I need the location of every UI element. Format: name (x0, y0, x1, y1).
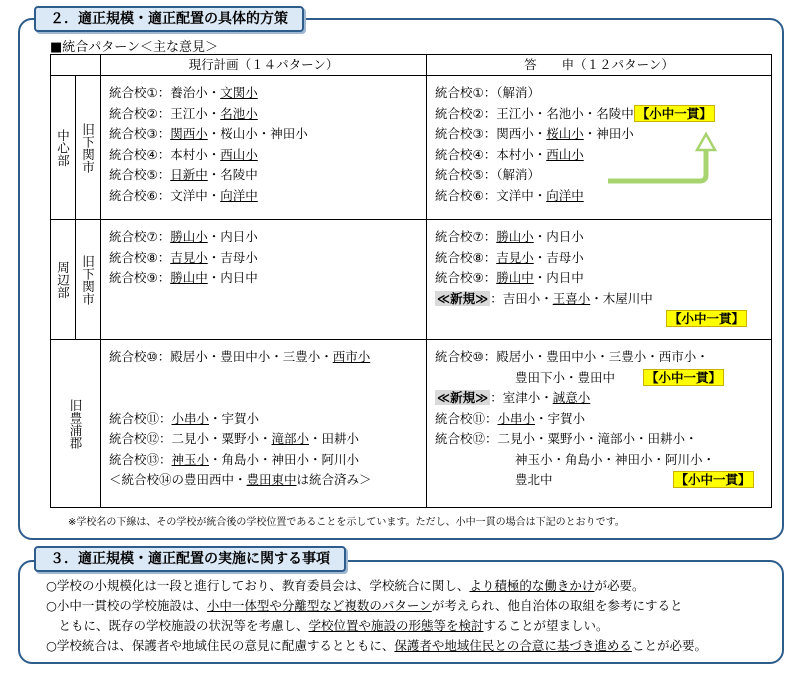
region2-name: 周辺部 (55, 260, 71, 299)
answer3-text: 統合校⑪： (435, 410, 498, 426)
current1-text: 統合校②：王江小・ (109, 105, 221, 121)
col-answer-header: 答 申（１２パターン） (427, 55, 772, 76)
current1-text: 統合校④：本村小・ (109, 146, 221, 162)
answer2-school: 勝山中 (496, 270, 534, 285)
current3-text: ＜統合校⑭の豊田西中・ (109, 472, 247, 487)
answer3-text: ・宇賀小 (535, 410, 586, 426)
current3-line (109, 347, 420, 368)
answer1-text: 統合校⑥：文洋中・ (435, 187, 547, 203)
item-text: ○学校の小規模化は一段と進行しており、教育委員会は、学校統合に関し、 (46, 578, 470, 593)
current2-line (109, 227, 420, 248)
region1-name-cell (51, 76, 76, 220)
item-emph: 小中一体型や分離型など複数のパターン (206, 598, 432, 613)
ikkan-badge: 【小中一貫】 (673, 471, 754, 488)
item-emph: より積極的な働きかけ (469, 578, 595, 593)
current1-line (109, 165, 420, 186)
region1-sub: 旧下関市 (80, 122, 96, 173)
current2-line (109, 248, 420, 269)
answer3-line: 統合校⑫：二見小・粟野小・滝部小・田耕小・ (435, 431, 698, 446)
answer3-text: 豊北中 (515, 472, 553, 487)
answer3-cell (427, 340, 772, 508)
answer2-line (435, 248, 765, 269)
answer2-school: 勝山小 (496, 229, 534, 244)
current2-text: ・内日小 (207, 229, 258, 244)
current3-line (109, 450, 420, 471)
current3-school: 小串小 (171, 410, 210, 426)
answer1-line (435, 124, 765, 145)
current1-line (109, 104, 420, 125)
current1-cell (101, 76, 427, 220)
section2-subtitle: ■統合パターン＜主な意見＞ (50, 40, 219, 55)
item-text: が考えられ、他自治体の取組を参考にすると (431, 598, 683, 613)
current1-school: 西山小 (220, 146, 258, 162)
current3-school: 西市小 (332, 349, 371, 364)
new-tag: ≪新規≫ (437, 390, 489, 405)
current3-text: 統合校⑬： (109, 451, 172, 467)
answer3-school: 小串小 (497, 410, 536, 426)
ikkan-badge: 【小中一貫】 (634, 105, 715, 122)
current1-text: 統合校⑥：文洋中・ (109, 187, 221, 203)
answer2-text: ・木屋川中 (590, 290, 653, 306)
answer2-text: ：吉田小・ (490, 290, 553, 306)
current1-school: 日新中 (170, 167, 208, 182)
region1-name: 中心部 (55, 128, 71, 167)
section3-item (46, 596, 707, 616)
current3-school: 神玉小 (171, 451, 210, 467)
current3-text: 統合校⑩：殿居小・豊田中小・三豊小・ (109, 349, 333, 364)
answer2-line (435, 268, 765, 289)
region1-sub-cell (76, 76, 101, 220)
current3-text: は統合済み＞ (296, 472, 372, 487)
current1-text: 統合校③： (109, 126, 171, 141)
current1-line (109, 124, 420, 145)
answer1-school: 桜山小 (546, 126, 584, 141)
region2-name-cell (51, 220, 76, 340)
answer2-text: ・内日中 (533, 270, 584, 285)
current1-school: 文関小 (220, 85, 258, 100)
current1-text: ・桜山小・神田小 (207, 126, 308, 141)
current3-text: ・田耕小 (309, 431, 360, 446)
answer2-cell (427, 220, 772, 340)
answer3-line: 統合校⑩：殿居小・豊田中小・三豊小・西市小・ (435, 349, 709, 364)
section3-title: ３．適正規模・適正配置の実施に関する事項 (34, 546, 346, 572)
current1-line (109, 186, 420, 207)
current1-school: 向洋中 (220, 187, 258, 203)
answer3-school: 誠意小 (552, 390, 591, 405)
ikkan-badge: 【小中一貫】 (666, 310, 747, 327)
answer1-line: 統合校①：（解消） (435, 85, 540, 100)
current3-school: 滝部小 (271, 431, 310, 446)
answer2-line (435, 227, 765, 248)
current2-text: ・吉母小 (207, 249, 258, 265)
current3-text: ・宇賀小 (209, 410, 260, 426)
answer3-line (435, 409, 765, 430)
answer2-text: ・内日小 (533, 229, 584, 244)
answer2-line (435, 309, 765, 330)
answer3-text: 豊田下小・豊田中 (515, 369, 616, 385)
section3-body (46, 576, 707, 656)
current1-line (109, 83, 420, 104)
item-text: ○学校統合は、保護者や地域住民の意見に配慮するとともに、 (46, 638, 395, 653)
answer1-cell (427, 76, 772, 220)
ikkan-badge: 【小中一貫】 (643, 369, 724, 386)
current1-school: 関西小 (170, 126, 208, 141)
answer1-line (435, 145, 765, 166)
current1-line (109, 145, 420, 166)
current2-list (101, 220, 426, 295)
region2-sub-cell (76, 220, 101, 340)
answer2-school: 王喜小 (552, 290, 591, 306)
answer3-line (435, 368, 765, 389)
plan-table (50, 54, 772, 508)
current2-cell (101, 220, 427, 340)
current1-school: 名池小 (220, 105, 258, 121)
answer1-text: 統合校④：本村小・ (435, 146, 547, 162)
section3-item (46, 616, 707, 636)
item-emph: 保護者や地域住民との合意に基づき進める (394, 638, 632, 653)
answer1-school: 向洋中 (546, 187, 584, 203)
current3-line (109, 429, 420, 450)
answer3-line (435, 470, 765, 491)
spacer (109, 368, 420, 389)
region2-sub: 旧下関市 (80, 254, 96, 305)
answer1-line: 統合校⑤：（解消） (435, 167, 540, 182)
section2-title: ２．適正規模・適正配置の具体的方策 (34, 6, 304, 32)
current2-text: 統合校⑧： (109, 249, 171, 265)
current2-school: 吉見小 (170, 249, 208, 265)
current2-line (109, 268, 420, 289)
current1-text: ・名陵中 (207, 167, 258, 182)
current3-school: 豊田東中 (246, 472, 297, 487)
item-text: ともに、既存の学校施設の状況等を考慮し、 (46, 618, 309, 633)
answer3-line: 神玉小・角島小・神田小・阿川小・ (515, 451, 716, 467)
answer2-line (435, 289, 765, 310)
current2-text: ・内日中 (207, 270, 258, 285)
answer1-line (435, 186, 765, 207)
current2-text: 統合校⑨： (109, 270, 171, 285)
current2-school: 勝山小 (170, 229, 208, 244)
region3-name: 旧豊浦郡 (68, 398, 83, 449)
current3-cell (101, 340, 427, 508)
answer1-text: 統合校③：関西小・ (435, 126, 547, 141)
spacer (109, 388, 420, 409)
item-text: ことが必要。 (631, 638, 707, 653)
current1-text: 統合校⑤： (109, 167, 171, 182)
item-text: ○小中一貫校の学校施設は、 (46, 598, 207, 613)
current3-text: 統合校⑫：二見小・粟野小・ (109, 431, 272, 446)
section3-item (46, 576, 707, 596)
answer1-text: ・神田小 (583, 126, 634, 141)
current1-text: 統合校①：養治小・ (109, 85, 221, 100)
answer2-text: ・吉母小 (533, 249, 584, 265)
new-tag: ≪新規≫ (437, 290, 489, 306)
answer1-school: 西山小 (546, 146, 584, 162)
current3-line (109, 470, 420, 491)
current3-line (109, 409, 420, 430)
section3-item (46, 636, 707, 656)
item-emph: 学校位置や施設の形態等を検討 (308, 618, 484, 633)
answer3-line (435, 388, 765, 409)
current3-text: 統合校⑪： (109, 410, 172, 426)
answer2-text: 統合校⑨： (435, 270, 497, 285)
answer2-text: 統合校⑧： (435, 249, 497, 265)
corner-cell (51, 55, 101, 76)
answer2-school: 吉見小 (496, 249, 534, 265)
current1-list (101, 76, 426, 212)
item-text: することが望ましい。 (483, 618, 609, 633)
region3-name-cell (51, 340, 101, 508)
current2-text: 統合校⑦： (109, 229, 171, 244)
answer1-text: 統合校②：王江小・名池小・名陵中 (435, 105, 634, 121)
item-text: が必要。 (594, 578, 645, 593)
current3-text: ・角島小・神田小・阿川小 (209, 451, 360, 467)
answer3-text: ：室津小・ (490, 390, 553, 405)
current2-school: 勝山中 (170, 270, 208, 285)
footnote: ※学校名の下線は、その学校が統合後の学校位置であることを示しています。ただし、小中一貫の場合は下記のとおりです。 (68, 517, 625, 528)
answer1-line (435, 104, 765, 125)
col-current-header: 現行計画（１４パターン） (101, 55, 427, 76)
answer2-text: 統合校⑦： (435, 229, 497, 244)
